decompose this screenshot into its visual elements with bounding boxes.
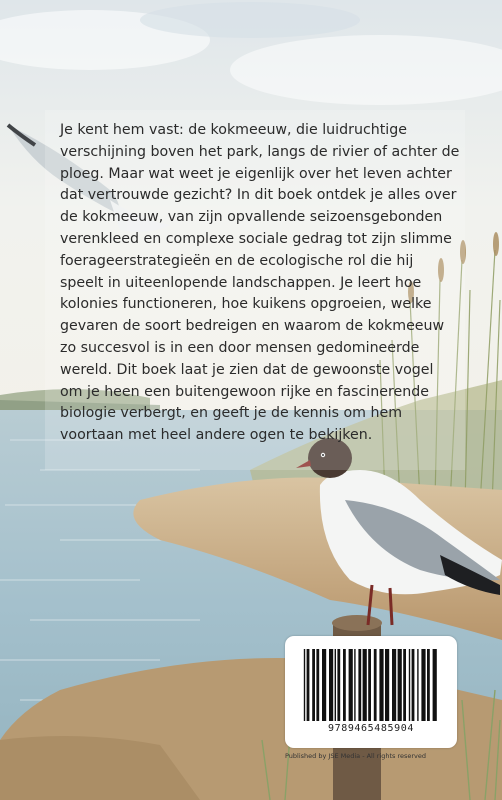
barcode-bar [322, 649, 326, 721]
barcode-bar [368, 649, 371, 721]
barcode-bar [403, 649, 406, 721]
barcode-icon [301, 649, 441, 721]
barcode-bar [307, 649, 310, 721]
barcode-bar [337, 649, 340, 721]
barcode-bar [392, 649, 396, 721]
barcode-bar [427, 649, 430, 721]
barcode-bar [335, 649, 336, 721]
barcode-bar [385, 649, 389, 721]
isbn-barcode-panel [285, 636, 457, 748]
barcode-bar [354, 649, 355, 721]
barcode-bar [421, 649, 425, 721]
barcode-bar [374, 649, 377, 721]
barcode-bar [304, 649, 305, 721]
barcode-bar [398, 649, 402, 721]
barcode-bar [409, 649, 410, 721]
back-cover-blurb: Je kent hem vast: de kokmeeuw, die luidruchtige verschijning boven het park, langs de rivier of achter de ploeg. Maar wat weet je eigenlijk over het leven achter dat vertrouwde gezicht? In dit boek ontdek je alles over de kokmeeuw, van zijn opvallende seizoensgebonden verenkleed en complexe sociale gedrag tot zijn slimme foerageerstrategieën en de ecologische rol die hij speelt in uiteenlopende landschappen. Je leert hoe kolonies functioneren, hoe kuikens opgroeien, welke gevaren de soort bedreigen en waarom de kokmeeuw zo succesvol is in een door mensen gedomineerde wereld. Dit boek laat je zien dat de gewoonste vogel om je heen een buitengewoon rijke en fascinerende biologie verbergt, en geeft je de kennis om hem voortaan met heel andere ogen te bekijken. [60, 122, 460, 444]
isbn-number: 9789465485904 [327, 723, 415, 734]
barcode-bar [358, 649, 361, 721]
barcode-bar [433, 649, 437, 721]
barcode-bar [412, 649, 415, 721]
barcode-bar [363, 649, 367, 721]
barcode-bar [312, 649, 315, 721]
barcode-bar [349, 649, 353, 721]
barcode-bar [343, 649, 346, 721]
barcode-bar [417, 649, 418, 721]
publisher-imprint: Published by JSE Media - All rights reserved [285, 752, 427, 760]
barcode-bar [329, 649, 333, 721]
barcode-bar [316, 649, 319, 721]
barcode-bar [379, 649, 383, 721]
